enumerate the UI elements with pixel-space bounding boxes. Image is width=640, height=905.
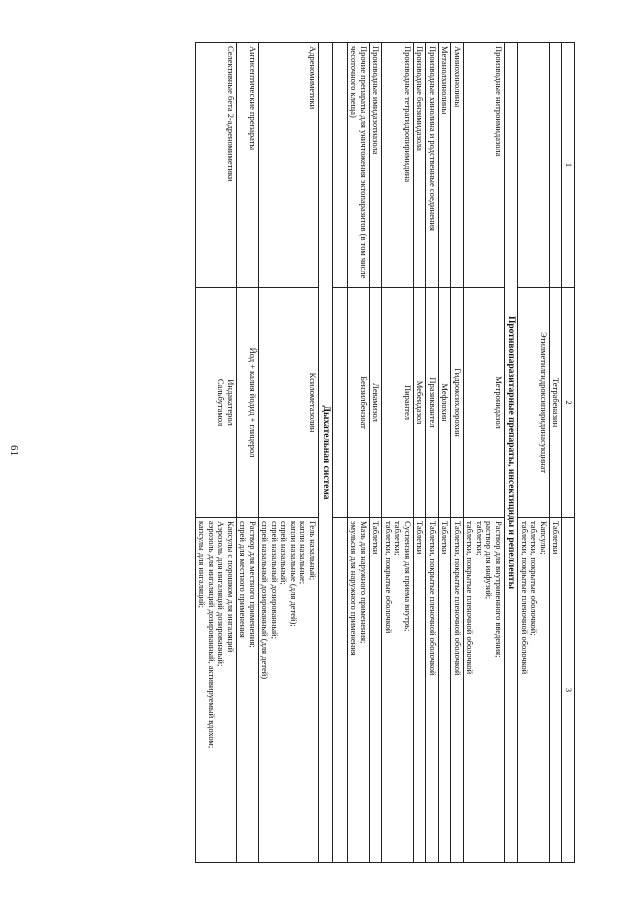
substance-name: Ксилометазолин [307,372,318,433]
substance-name: Гидроксихлорохин [452,368,463,437]
empty-cell [332,288,347,518]
substance-name: Индакатерол [225,379,236,426]
group-cell: Селективные бета 2-адреномиметики [195,43,236,288]
substance-name: Мефлохин [440,383,451,422]
dosage-form: Суспензия для приема внутрь; [402,521,413,632]
header-col-2: 2 [562,288,575,518]
form-cell [518,518,550,863]
dosage-form: таблетки, покрытые пленочной оболочкой [519,521,530,675]
dosage-form: капли назальные; [298,521,309,585]
group-cell: Производные тетрагидропиримидина [382,43,414,288]
substance-name: Йод + калия йодид + глицерол [247,347,258,458]
header-row [562,43,575,863]
form-cell [549,518,562,863]
group-cell [518,43,550,288]
table-row [463,43,504,863]
dosage-form: Таблетки, покрытые пленочной оболочкой [427,521,438,676]
form-cell [347,518,369,863]
group-cell [549,43,562,288]
dosage-form: Капсулы с порошком для ингаляций [225,521,236,653]
section-row [504,43,518,863]
dosage-form: Раствор для внутривенного введения; [493,521,504,658]
dosage-form: аэрозоль для ингаляций дозированный, активируемый вдохом; [206,521,217,749]
empty-row [332,43,347,863]
table-row [438,43,451,863]
substance-name: Пирантел [402,385,413,420]
group-cell: Производные нитроимидазола [463,43,504,288]
drug-table [195,42,575,863]
empty-cell [332,43,347,288]
form-cell [195,518,236,863]
group-cell: Аминохинолины [451,43,464,288]
substance-cell [413,288,426,518]
table-row [549,43,562,863]
dosage-form: Аэрозоль для ингаляций дозированный; [216,521,227,667]
substance-cell [382,288,414,518]
substance-cell [258,288,318,518]
group-cell: Производные имидазотиазола [369,43,382,288]
table-row [258,43,318,863]
form-cell [382,518,414,863]
dosage-form: таблетки, покрытые оболочкой; [529,521,540,636]
dosage-form: таблетки, покрытые оболочкой [383,521,394,634]
header-col-3: 3 [562,518,575,863]
table-body [195,43,562,863]
table-row [369,43,382,863]
section-title: Дыхательная система [318,43,332,863]
dosage-form: таблетки; [393,521,404,556]
table-row [236,43,258,863]
substance-cell [369,288,382,518]
form-cell [451,518,464,863]
group-cell: Производные бензимидазола [413,43,426,288]
substance-cell [438,288,451,518]
dosage-form: Таблетки [551,521,562,555]
substance-name: Тетрабеназин [551,377,562,428]
substance-name: Бензилбензоат [358,376,369,429]
dosage-form: спрей назальный дозированный; [269,521,280,639]
substance-cell [463,288,504,518]
table-row [195,43,236,863]
dosage-form: раствор для инфузий; [484,521,495,600]
form-cell [426,518,439,863]
dosage-form: Раствор для местного применения; [247,521,258,648]
section-title: Противопаразитарные препараты, инсектициды и репелленты [504,43,518,863]
dosage-form: капли назальные (для детей); [288,521,299,627]
header-col-1: 1 [562,43,575,288]
substance-cell [347,288,369,518]
table-container [95,42,575,862]
page-number: 61 [8,445,20,456]
dosage-form: Таблетки [371,521,382,555]
form-cell [236,518,258,863]
dosage-form: таблетки, покрытые пленочной оболочкой [465,521,476,675]
dosage-form: спрей назальный; [279,521,290,585]
form-cell [463,518,504,863]
form-cell [258,518,318,863]
dosage-form: эмульсия для наружного применения [349,521,360,656]
dosage-form: Мазь для наружного применения; [358,521,369,644]
substance-name: Левамизол [371,383,382,422]
dosage-form: спрей назальный дозированный (для детей) [260,521,271,680]
substance-name: Мебендазол [415,380,426,425]
substance-name: Метронидазол [493,376,504,429]
rotated-table-frame [95,42,575,862]
dosage-form: Таблетки, покрытые пленочной оболочкой [452,521,463,676]
table-row [347,43,369,863]
table-row [451,43,464,863]
dosage-form: Таблетки [415,521,426,555]
substance-cell [195,288,236,518]
substance-name: Этилметилгидроксипиридинасукцинат [538,332,549,473]
group-cell: Метанолхинолины [438,43,451,288]
form-cell [369,518,382,863]
dosage-form: капсулы для ингаляций; [197,521,208,609]
dosage-form: Гель назальный; [307,521,318,581]
substance-cell [518,288,550,518]
empty-cell [332,518,347,863]
group-cell: Антисептические препараты [236,43,258,288]
dosage-form: таблетки; [474,521,485,556]
table-row [382,43,414,863]
substance-cell [451,288,464,518]
substance-cell [426,288,439,518]
substance-cell [236,288,258,518]
group-cell: Адреномиметики [258,43,318,288]
substance-cell [549,288,562,518]
substance-name: Сальбутамол [216,378,227,427]
form-cell [413,518,426,863]
group-cell: Прочие препараты для уничтожения эктопаразитов (в том числе чесоточного клеща) [347,43,369,288]
group-cell: Производные хинолина и родственные соединения [426,43,439,288]
substance-name: Празиквантел [427,377,438,428]
table-row [413,43,426,863]
form-cell [438,518,451,863]
dosage-form: Таблетки [440,521,451,555]
section-row [318,43,332,863]
dosage-form: Капсулы; [538,521,549,555]
table-row [518,43,550,863]
table-row [426,43,439,863]
dosage-form: спрей для местного применения [238,521,249,638]
